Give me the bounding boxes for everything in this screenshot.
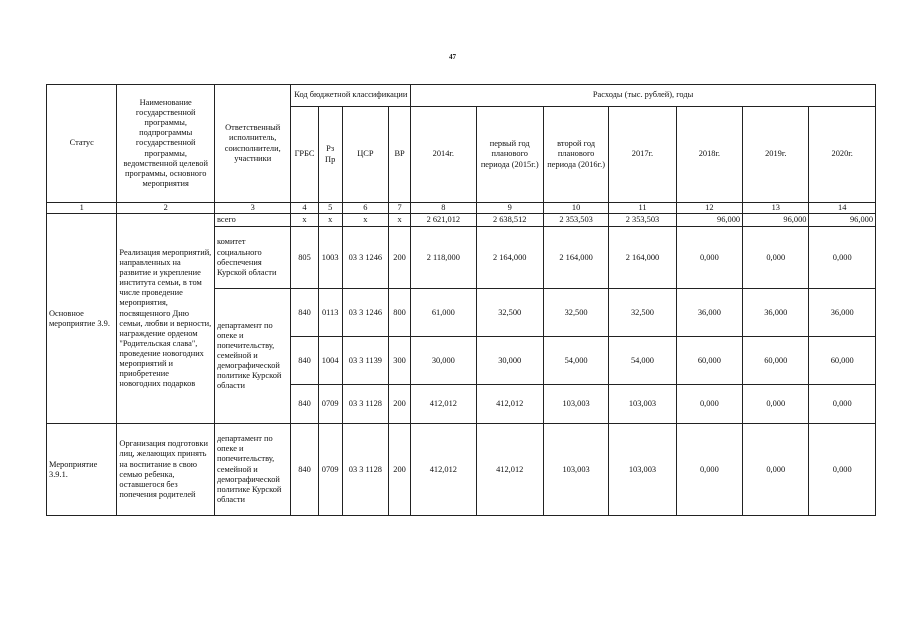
col-number: 8 [411, 203, 476, 214]
value-2019: 0,000 [743, 227, 809, 289]
header-rzpr: Рз Пр [318, 107, 342, 203]
status-cell: Мероприятие 3.9.1. [47, 424, 117, 516]
header-code-group: Код бюджетной классификации [291, 85, 411, 107]
grbs-cell: 840 [291, 385, 318, 424]
col-number: 11 [609, 203, 676, 214]
vr-cell: х [389, 214, 411, 227]
value-2016: 103,003 [543, 424, 608, 516]
grbs-cell: 840 [291, 337, 318, 385]
value-2019: 0,000 [743, 424, 809, 516]
col-number: 3 [214, 203, 290, 214]
header-2014: 2014г. [411, 107, 476, 203]
value-2020: 96,000 [809, 214, 876, 227]
value-2015: 2 638,512 [476, 214, 543, 227]
csr-cell: 03 3 1246 [342, 289, 388, 337]
header-2020: 2020г. [809, 107, 876, 203]
value-2016: 2 164,000 [543, 227, 608, 289]
value-2016: 54,000 [543, 337, 608, 385]
value-2016: 103,003 [543, 385, 608, 424]
name-cell: Реализация мероприятий, направленных на развитие и укрепление института семьи, в том числе проведение мероприятия, посвященного Дню семьи, любви и верности, награждение орденом "Родительская слава", проведение новогодних мероприятий и приобретение новогодних подарков [117, 214, 215, 424]
col-number: 13 [743, 203, 809, 214]
header-2019: 2019г. [743, 107, 809, 203]
col-number: 6 [342, 203, 388, 214]
csr-cell: 03 3 1139 [342, 337, 388, 385]
vr-cell: 200 [389, 385, 411, 424]
responsible-cell: департамент по опеке и попечительству, семейной и демографической политике Курской области [214, 424, 290, 516]
col-number: 10 [543, 203, 608, 214]
status-cell: Основное мероприятие 3.9. [47, 214, 117, 424]
rzpr-cell: 1003 [318, 227, 342, 289]
column-number-row [47, 203, 876, 214]
value-2016: 2 353,503 [543, 214, 608, 227]
value-2016: 32,500 [543, 289, 608, 337]
value-2017: 2 353,503 [609, 214, 676, 227]
col-number: 9 [476, 203, 543, 214]
value-2015: 2 164,000 [476, 227, 543, 289]
col-number: 5 [318, 203, 342, 214]
value-2018: 36,000 [676, 289, 742, 337]
value-2018: 96,000 [676, 214, 742, 227]
table-row [47, 424, 876, 516]
csr-cell: 03 3 1128 [342, 385, 388, 424]
value-2014: 2 118,000 [411, 227, 476, 289]
table-row [47, 214, 876, 227]
vr-cell: 800 [389, 289, 411, 337]
budget-table [46, 84, 876, 516]
csr-cell: х [342, 214, 388, 227]
value-2015: 30,000 [476, 337, 543, 385]
value-2017: 103,003 [609, 385, 676, 424]
value-2017: 2 164,000 [609, 227, 676, 289]
value-2020: 0,000 [809, 424, 876, 516]
header-responsible: Ответственный исполнитель, соисполнители, участники [214, 85, 290, 203]
value-2017: 103,003 [609, 424, 676, 516]
csr-cell: 03 3 1128 [342, 424, 388, 516]
value-2018: 60,000 [676, 337, 742, 385]
value-2014: 412,012 [411, 424, 476, 516]
value-2015: 32,500 [476, 289, 543, 337]
grbs-cell: 840 [291, 424, 318, 516]
rzpr-cell: 0709 [318, 385, 342, 424]
col-number: 12 [676, 203, 742, 214]
value-2019: 96,000 [743, 214, 809, 227]
col-number: 7 [389, 203, 411, 214]
header-csr: ЦСР [342, 107, 388, 203]
header-vr: ВР [389, 107, 411, 203]
grbs-cell: 805 [291, 227, 318, 289]
value-2014: 412,012 [411, 385, 476, 424]
rzpr-cell: 0113 [318, 289, 342, 337]
responsible-cell: комитет социального обеспечения Курской области [214, 227, 290, 289]
value-2015: 412,012 [476, 424, 543, 516]
col-number: 4 [291, 203, 318, 214]
value-2020: 0,000 [809, 385, 876, 424]
value-2020: 0,000 [809, 227, 876, 289]
grbs-cell: 840 [291, 289, 318, 337]
value-2020: 36,000 [809, 289, 876, 337]
responsible-cell: департамент по опеке и попечительству, семейной и демографической политике Курской области [214, 289, 290, 424]
value-2019: 0,000 [743, 385, 809, 424]
value-2019: 60,000 [743, 337, 809, 385]
page-number: 47 [449, 53, 456, 61]
header-row-1 [47, 85, 876, 107]
csr-cell: 03 3 1246 [342, 227, 388, 289]
grbs-cell: х [291, 214, 318, 227]
value-2018: 0,000 [676, 424, 742, 516]
value-2017: 32,500 [609, 289, 676, 337]
value-2014: 30,000 [411, 337, 476, 385]
header-status: Статус [47, 85, 117, 203]
value-2018: 0,000 [676, 227, 742, 289]
vr-cell: 200 [389, 227, 411, 289]
value-2017: 54,000 [609, 337, 676, 385]
header-expenses-group: Расходы (тыс. рублей), годы [411, 85, 876, 107]
vr-cell: 300 [389, 337, 411, 385]
rzpr-cell: х [318, 214, 342, 227]
header-grbs: ГРБС [291, 107, 318, 203]
value-2015: 412,012 [476, 385, 543, 424]
header-2015: первый год планового периода (2015г.) [476, 107, 543, 203]
header-name: Наименование государственной программы, подпрограммы государственной программы, ведомственной целевой программы, основного мероприятия [117, 85, 215, 203]
vr-cell: 200 [389, 424, 411, 516]
rzpr-cell: 1004 [318, 337, 342, 385]
rzpr-cell: 0709 [318, 424, 342, 516]
responsible-cell: всего [214, 214, 290, 227]
header-2017: 2017г. [609, 107, 676, 203]
value-2018: 0,000 [676, 385, 742, 424]
value-2019: 36,000 [743, 289, 809, 337]
col-number: 14 [809, 203, 876, 214]
header-2016: второй год планового периода (2016г.) [543, 107, 608, 203]
col-number: 2 [117, 203, 215, 214]
header-2018: 2018г. [676, 107, 742, 203]
name-cell: Организация подготовки лиц, желающих принять на воспитание в свою семью ребенка, оставшегося без попечения родителей [117, 424, 215, 516]
value-2020: 60,000 [809, 337, 876, 385]
value-2014: 61,000 [411, 289, 476, 337]
col-number: 1 [47, 203, 117, 214]
value-2014: 2 621,012 [411, 214, 476, 227]
